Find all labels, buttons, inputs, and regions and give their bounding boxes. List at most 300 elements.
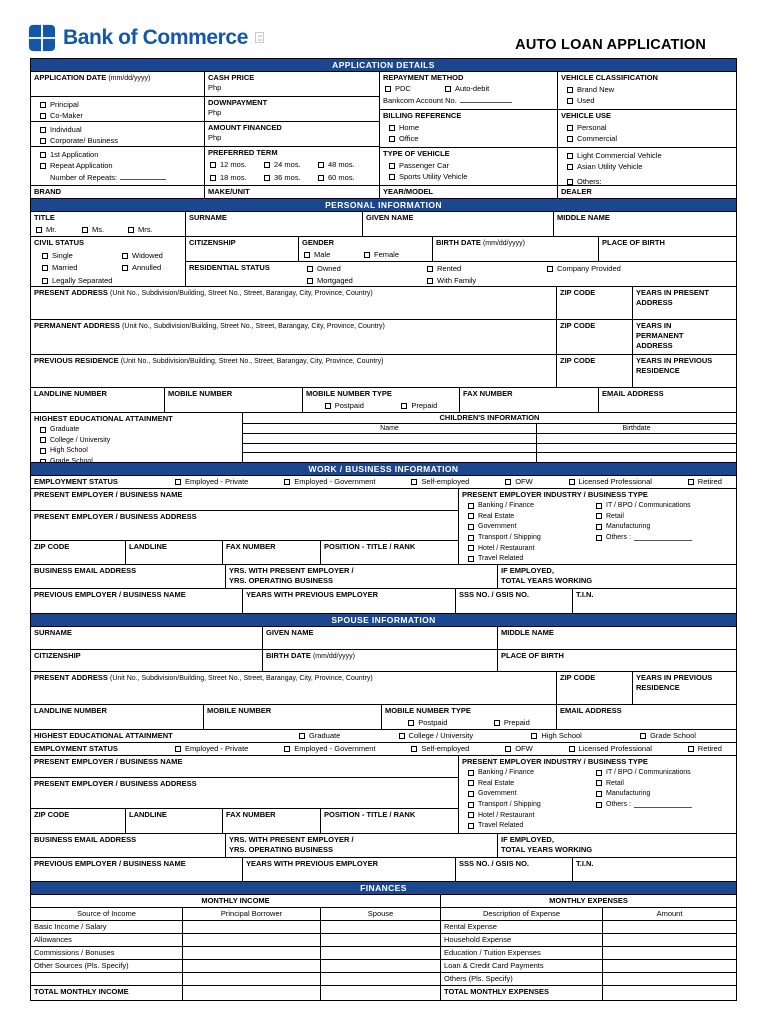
field-previous-employer[interactable]: PREVIOUS EMPLOYER / BUSINESS NAME xyxy=(31,589,243,613)
checkbox-option[interactable] xyxy=(40,100,201,110)
field-spouse-previous-employer[interactable]: PREVIOUS EMPLOYER / BUSINESS NAME xyxy=(31,858,243,881)
checkbox-icon[interactable] xyxy=(389,125,395,131)
checkbox-option[interactable] xyxy=(40,457,239,462)
field-zip-code[interactable]: ZIP CODE xyxy=(557,287,633,319)
field-email[interactable]: EMAIL ADDRESS xyxy=(602,389,664,398)
field-tin[interactable]: T.I.N. xyxy=(576,590,594,599)
finances-row xyxy=(31,973,736,986)
checkbox-option[interactable] xyxy=(596,800,733,809)
checkbox-icon[interactable] xyxy=(505,479,511,485)
checkbox-option[interactable] xyxy=(468,811,590,820)
expense-amount-cell[interactable] xyxy=(603,973,736,985)
section-header-work-business: WORK / BUSINESS INFORMATION xyxy=(31,463,736,476)
residential-status-label-cell: RESIDENTIAL STATUS xyxy=(189,262,270,272)
field-year-model[interactable]: YEAR/MODEL xyxy=(380,186,558,198)
checkbox-label: 12 mos. xyxy=(220,160,247,169)
checkbox-option[interactable] xyxy=(596,522,733,531)
expense-amount-cell[interactable] xyxy=(603,934,736,946)
personal-contact-row xyxy=(31,388,736,413)
field-spouse-industry: PRESENT EMPLOYER INDUSTRY / BUSINESS TYPE Banking / Finance Real Estate Government Transport / Shipping Hotel / Restaurant Travel Related IT / BPO / Communications Retail Manufacturing Others : xyxy=(459,756,736,833)
checkbox-option[interactable] xyxy=(399,731,474,741)
field-total-years-working[interactable]: IF EMPLOYED, TOTAL YEARS WORKING xyxy=(501,566,593,585)
checkbox-option[interactable] xyxy=(688,744,722,754)
vehicle-type-options xyxy=(383,161,554,183)
checkbox-icon[interactable] xyxy=(468,812,474,818)
checkbox-icon[interactable] xyxy=(567,136,573,142)
checkbox-option[interactable] xyxy=(40,125,201,135)
checkbox-icon[interactable] xyxy=(399,733,405,739)
checkbox-option[interactable] xyxy=(210,160,262,170)
checkbox-icon[interactable] xyxy=(468,791,474,797)
checkbox-option[interactable] xyxy=(468,522,590,531)
checkbox-icon[interactable] xyxy=(40,127,46,133)
checkbox-icon[interactable] xyxy=(175,746,181,752)
checkbox-icon[interactable] xyxy=(688,746,694,752)
checkbox-icon[interactable] xyxy=(385,86,391,92)
field-permanent-address[interactable]: PERMANENT ADDRESS (Unit No., Subdivision/Building, Street No., Street, Barangay, City, Province, Country) xyxy=(31,320,557,354)
checkbox-option[interactable] xyxy=(40,150,201,160)
checkbox-option[interactable] xyxy=(468,779,590,788)
checkbox-option[interactable] xyxy=(284,477,375,487)
checkbox-icon[interactable] xyxy=(40,459,46,462)
field-landline[interactable]: LANDLINE xyxy=(126,541,223,564)
checkbox-option[interactable] xyxy=(401,401,437,411)
field-position[interactable]: POSITION - TITLE / RANK xyxy=(324,810,416,819)
total-income-spouse-cell[interactable] xyxy=(321,986,441,1000)
checkbox-option[interactable] xyxy=(505,744,533,754)
checkbox-icon[interactable] xyxy=(567,179,573,185)
field-surname[interactable]: SURNAME xyxy=(186,212,363,236)
checkbox-icon[interactable] xyxy=(42,278,48,284)
checkbox-icon[interactable] xyxy=(389,136,395,142)
checkbox-option[interactable] xyxy=(42,276,112,286)
fill-line[interactable] xyxy=(634,801,692,808)
spouse-amount-cell[interactable] xyxy=(321,934,441,946)
checkbox-option[interactable] xyxy=(36,225,80,235)
field-business-email[interactable]: BUSINESS EMAIL ADDRESS xyxy=(31,565,226,588)
checkbox-icon[interactable] xyxy=(468,556,474,562)
field-zip-code[interactable]: ZIP CODE xyxy=(557,672,633,704)
checkbox-option[interactable] xyxy=(567,151,733,161)
field-spouse-years-employer[interactable]: YRS. WITH PRESENT EMPLOYER / YRS. OPERATING BUSINESS xyxy=(226,834,498,857)
checkbox-option[interactable] xyxy=(40,446,239,455)
finances-column-header-row xyxy=(31,908,736,921)
expense-amount-cell[interactable] xyxy=(603,960,736,972)
field-spouse-tin[interactable]: T.I.N. xyxy=(576,859,594,868)
principal-borrower-amount-cell[interactable] xyxy=(183,921,321,933)
checkbox-option[interactable] xyxy=(688,477,722,487)
checkbox-icon[interactable] xyxy=(389,163,395,169)
field-spouse-given-name[interactable]: GIVEN NAME xyxy=(263,627,498,649)
field-downpayment[interactable] xyxy=(205,97,379,122)
checkbox-icon[interactable] xyxy=(427,278,433,284)
checkbox-option[interactable] xyxy=(468,800,590,809)
checkbox-icon[interactable] xyxy=(128,227,134,233)
checkbox-icon[interactable] xyxy=(468,503,474,509)
checkbox-option[interactable] xyxy=(468,501,590,510)
checkbox-option[interactable] xyxy=(567,134,733,144)
checkbox-label: College / University xyxy=(408,731,474,740)
field-spouse-birth-date[interactable]: BIRTH DATE (mm/dd/yyyy) xyxy=(263,650,498,671)
checkbox-label: 24 mos. xyxy=(274,160,301,169)
checkbox-option[interactable] xyxy=(596,512,733,521)
checkbox-option[interactable] xyxy=(427,264,539,274)
checkbox-icon[interactable] xyxy=(318,175,324,181)
spouse-amount-cell[interactable] xyxy=(321,947,441,959)
checkbox-option[interactable] xyxy=(468,533,590,542)
fill-line[interactable] xyxy=(605,179,667,186)
checkbox-icon[interactable] xyxy=(640,733,646,739)
checkbox-option[interactable] xyxy=(569,477,652,487)
application-details-col2 xyxy=(205,72,380,185)
field-fax[interactable]: FAX NUMBER xyxy=(460,388,599,412)
checkbox-icon[interactable] xyxy=(567,87,573,93)
checkbox-option[interactable] xyxy=(304,250,362,260)
spouse-amount-cell[interactable] xyxy=(321,973,441,985)
checkbox-icon[interactable] xyxy=(569,746,575,752)
field-citizenship[interactable]: CITIZENSHIP xyxy=(186,237,299,261)
checkbox-icon[interactable] xyxy=(40,102,46,108)
checkbox-icon[interactable] xyxy=(567,98,573,104)
field-spouse-mobile-type: MOBILE NUMBER TYPE Postpaid Prepaid xyxy=(382,705,557,729)
checkbox-icon[interactable] xyxy=(389,174,395,180)
total-expenses-amount-cell[interactable] xyxy=(603,986,736,1000)
checkbox-icon[interactable] xyxy=(411,479,417,485)
checkbox-icon[interactable] xyxy=(264,162,270,168)
checkbox-option[interactable] xyxy=(325,401,364,411)
checkbox-option[interactable] xyxy=(40,161,201,171)
checkbox-option[interactable] xyxy=(175,744,248,754)
bank-of-commerce-logo xyxy=(28,24,264,52)
checkbox-icon[interactable] xyxy=(42,265,48,271)
checkbox-icon[interactable] xyxy=(175,479,181,485)
industry-options-col1 xyxy=(462,767,590,831)
checkbox-option[interactable] xyxy=(596,533,733,542)
checkbox-icon[interactable] xyxy=(505,746,511,752)
field-spouse-years-previous-employer[interactable]: YEARS WITH PREVIOUS EMPLOYER xyxy=(243,858,456,881)
field-zip-code[interactable]: ZIP CODE xyxy=(31,541,126,564)
checkbox-icon[interactable] xyxy=(42,253,48,259)
checkbox-icon[interactable] xyxy=(401,403,407,409)
checkbox-icon[interactable] xyxy=(210,175,216,181)
checkbox-option[interactable] xyxy=(318,173,370,183)
checkbox-option[interactable] xyxy=(389,161,554,171)
child-name-cell[interactable] xyxy=(243,444,537,453)
field-brand[interactable]: BRAND xyxy=(31,186,205,198)
checkbox-option[interactable] xyxy=(389,134,554,144)
checkbox-option[interactable] xyxy=(505,477,533,487)
field-spouse-years-previous[interactable]: YEARS IN PREVIOUS RESIDENCE xyxy=(636,673,713,692)
more-vehicle-options xyxy=(561,151,733,173)
checkbox-option[interactable] xyxy=(468,544,590,553)
income-label: Basic Income / Salary xyxy=(31,921,183,933)
child-name-cell[interactable] xyxy=(243,453,537,462)
field-years-previous-employer[interactable]: YEARS WITH PREVIOUS EMPLOYER xyxy=(243,589,456,613)
field-spouse-business-email[interactable]: BUSINESS EMAIL ADDRESS xyxy=(31,834,226,857)
checkbox-icon[interactable] xyxy=(567,164,573,170)
field-fax[interactable]: FAX NUMBER xyxy=(223,809,321,833)
checkbox-option[interactable] xyxy=(411,744,469,754)
checkbox-icon[interactable] xyxy=(567,125,573,131)
checkbox-icon[interactable] xyxy=(468,770,474,776)
checkbox-option[interactable] xyxy=(389,172,554,182)
checkbox-icon[interactable] xyxy=(596,513,602,519)
checkbox-icon[interactable] xyxy=(468,535,474,541)
checkbox-option[interactable] xyxy=(567,85,733,95)
spouse-amount-cell[interactable] xyxy=(321,960,441,972)
checkbox-icon[interactable] xyxy=(468,802,474,808)
checkbox-icon[interactable] xyxy=(596,535,602,541)
checkbox-option[interactable] xyxy=(82,225,126,235)
checkbox-option[interactable] xyxy=(567,162,733,172)
field-employer-name[interactable]: PRESENT EMPLOYER / BUSINESS NAME xyxy=(31,489,458,511)
checkbox-option[interactable] xyxy=(318,160,370,170)
checkbox-option[interactable] xyxy=(210,173,262,183)
checkbox-icon[interactable] xyxy=(82,227,88,233)
checkbox-option[interactable] xyxy=(389,123,554,133)
checkbox-option[interactable] xyxy=(42,251,114,261)
checkbox-option[interactable] xyxy=(122,263,161,273)
checkbox-icon[interactable] xyxy=(408,720,414,726)
checkbox-option[interactable] xyxy=(175,477,248,487)
checkbox-icon[interactable] xyxy=(569,479,575,485)
checkbox-icon[interactable] xyxy=(494,720,500,726)
application-form xyxy=(30,58,737,1001)
checkbox-icon[interactable] xyxy=(304,252,310,258)
employment-status-label-cell: EMPLOYMENT STATUS xyxy=(34,477,118,486)
checkbox-icon[interactable] xyxy=(318,162,324,168)
checkbox-option[interactable] xyxy=(567,123,733,133)
checkbox-option[interactable] xyxy=(567,96,733,106)
checkbox-option[interactable] xyxy=(569,744,652,754)
checkbox-icon[interactable] xyxy=(325,403,331,409)
checkbox-label: College / University xyxy=(50,436,111,444)
checkbox-label: Postpaid xyxy=(418,717,448,727)
field-mobile[interactable]: MOBILE NUMBER xyxy=(165,388,303,412)
field-spouse-middle-name[interactable]: MIDDLE NAME xyxy=(501,628,554,637)
checkbox-icon[interactable] xyxy=(284,479,290,485)
checkbox-icon[interactable] xyxy=(307,278,313,284)
child-name-cell[interactable] xyxy=(243,434,537,443)
checkbox-icon[interactable] xyxy=(40,163,46,169)
checkbox-icon[interactable] xyxy=(468,545,474,551)
checkbox-option[interactable] xyxy=(494,718,530,728)
application-details-grid xyxy=(31,72,736,186)
checkbox-icon[interactable] xyxy=(40,152,46,158)
field-landline[interactable]: LANDLINE NUMBER xyxy=(31,388,165,412)
field-landline[interactable]: LANDLINE xyxy=(126,809,223,833)
checkbox-option[interactable] xyxy=(427,276,476,286)
field-spouse-sss-gsis[interactable]: SSS NO. / GSIS NO. xyxy=(456,858,573,881)
checkbox-option[interactable] xyxy=(385,84,443,94)
checkbox-option[interactable] xyxy=(40,136,201,146)
child-birthdate-cell[interactable] xyxy=(537,434,736,443)
checkbox-option[interactable] xyxy=(128,225,172,235)
field-years-employer[interactable]: YRS. WITH PRESENT EMPLOYER / YRS. OPERATING BUSINESS xyxy=(226,565,498,588)
residential-options-row2 xyxy=(299,276,733,286)
checkbox-option[interactable] xyxy=(596,501,733,510)
field-zip-code[interactable]: ZIP CODE xyxy=(31,809,126,833)
checkbox-icon[interactable] xyxy=(40,437,46,443)
field-billing-reference xyxy=(380,110,557,148)
field-employer-address[interactable]: PRESENT EMPLOYER / BUSINESS ADDRESS xyxy=(31,511,458,541)
checkbox-option[interactable] xyxy=(596,768,733,777)
field-spouse-place-of-birth[interactable]: PLACE OF BIRTH xyxy=(501,651,564,660)
field-spouse-landline[interactable]: LANDLINE NUMBER xyxy=(31,705,204,729)
checkbox-option[interactable] xyxy=(264,173,316,183)
checkbox-option[interactable] xyxy=(596,779,733,788)
checkbox-icon[interactable] xyxy=(264,175,270,181)
checkbox-option[interactable] xyxy=(445,84,503,94)
checkbox-label: Employed - Private xyxy=(185,744,249,753)
checkbox-icon[interactable] xyxy=(688,479,694,485)
principal-borrower-amount-cell[interactable] xyxy=(183,960,321,972)
checkbox-icon[interactable] xyxy=(596,802,602,808)
field-spouse-mobile[interactable]: MOBILE NUMBER xyxy=(204,705,382,729)
checkbox-label: Annulled xyxy=(132,263,162,272)
checkbox-option[interactable] xyxy=(640,731,696,741)
checkbox-option[interactable] xyxy=(567,177,667,185)
children-birthdate-column: Birthdate xyxy=(622,425,651,432)
field-spouse-surname[interactable]: SURNAME xyxy=(31,627,263,649)
checkbox-icon[interactable] xyxy=(468,524,474,530)
work-employer-left xyxy=(31,489,459,564)
field-amount-financed[interactable] xyxy=(205,122,379,147)
checkbox-icon[interactable] xyxy=(36,227,42,233)
checkbox-icon[interactable] xyxy=(468,513,474,519)
amount-column: Amount xyxy=(656,909,683,918)
checkbox-option[interactable] xyxy=(468,821,590,830)
checkbox-icon[interactable] xyxy=(307,266,313,272)
checkbox-icon[interactable] xyxy=(567,153,573,159)
spouse-amount-cell[interactable] xyxy=(321,921,441,933)
checkbox-icon[interactable] xyxy=(40,113,46,119)
checkbox-label: Used xyxy=(577,96,595,105)
checkbox-icon[interactable] xyxy=(445,86,451,92)
child-birthdate-cell[interactable] xyxy=(537,444,736,453)
checkbox-icon[interactable] xyxy=(596,770,602,776)
checkbox-option[interactable] xyxy=(411,477,469,487)
checkbox-icon[interactable] xyxy=(596,503,602,509)
field-dealer[interactable]: DEALER xyxy=(561,187,592,196)
checkbox-option[interactable] xyxy=(468,554,590,563)
fill-line[interactable] xyxy=(120,173,166,180)
field-zip-code[interactable]: ZIP CODE xyxy=(557,320,633,354)
checkbox-icon[interactable] xyxy=(40,448,46,454)
checkbox-option[interactable] xyxy=(364,250,422,260)
section-header-application-details: APPLICATION DETAILS xyxy=(31,59,736,72)
field-given-name[interactable]: GIVEN NAME xyxy=(363,212,554,236)
field-zip-code[interactable]: ZIP CODE xyxy=(557,355,633,387)
checkbox-option[interactable] xyxy=(40,111,201,121)
field-years-permanent-address[interactable]: YEARS IN PERMANENT ADDRESS xyxy=(636,321,684,350)
checkbox-option[interactable] xyxy=(531,731,581,741)
checkbox-option[interactable] xyxy=(547,264,621,274)
checkbox-icon[interactable] xyxy=(411,746,417,752)
checkbox-label: 18 mos. xyxy=(220,172,247,182)
field-spouse-total-years-working[interactable]: IF EMPLOYED, TOTAL YEARS WORKING xyxy=(501,835,593,854)
checkbox-option[interactable] xyxy=(264,160,316,170)
checkbox-icon[interactable] xyxy=(364,252,370,258)
field-years-previous-residence[interactable]: YEARS IN PREVIOUS RESIDENCE xyxy=(636,356,713,375)
checkbox-option[interactable] xyxy=(468,512,590,521)
field-application-date[interactable] xyxy=(31,72,204,97)
principal-borrower-amount-cell[interactable] xyxy=(183,947,321,959)
checkbox-icon[interactable] xyxy=(40,138,46,144)
field-previous-residence[interactable]: PREVIOUS RESIDENCE (Unit No., Subdivision/Building, Street No., Street, Barangay, City, Province, Country) xyxy=(31,355,557,387)
field-spouse-citizenship[interactable]: CITIZENSHIP xyxy=(31,650,263,671)
checkbox-option[interactable] xyxy=(468,768,590,777)
checkbox-icon[interactable] xyxy=(531,733,537,739)
checkbox-option[interactable] xyxy=(408,718,447,728)
checkbox-option[interactable] xyxy=(468,789,590,798)
field-civil-status: CIVIL STATUS Single Widowed Married Annulled Legally Separated xyxy=(31,237,186,286)
field-birth-date[interactable]: BIRTH DATE (mm/dd/yyyy) xyxy=(433,237,599,261)
checkbox-option[interactable] xyxy=(42,263,114,273)
industry-options-col2 xyxy=(590,767,733,831)
checkbox-icon[interactable] xyxy=(468,780,474,786)
checkbox-icon[interactable] xyxy=(468,823,474,829)
checkbox-icon[interactable] xyxy=(210,162,216,168)
checkbox-icon[interactable] xyxy=(40,427,46,433)
field-position[interactable]: POSITION - TITLE / RANK xyxy=(324,542,416,551)
total-income-amount-cell[interactable] xyxy=(183,986,321,1000)
spouse-education-label-cell: HIGHEST EDUCATIONAL ATTAINMENT xyxy=(34,731,173,740)
field-years-present-address[interactable]: YEARS IN PRESENT ADDRESS xyxy=(636,288,709,307)
expense-amount-cell[interactable] xyxy=(603,947,736,959)
checkbox-option[interactable] xyxy=(299,731,340,741)
checkbox-option[interactable] xyxy=(122,251,163,261)
principal-borrower-amount-cell[interactable] xyxy=(183,973,321,985)
checkbox-icon[interactable] xyxy=(596,524,602,530)
field-cash-price[interactable] xyxy=(205,72,379,97)
checkbox-option[interactable] xyxy=(307,264,419,274)
fill-line[interactable] xyxy=(634,534,692,541)
checkbox-icon[interactable] xyxy=(427,266,433,272)
field-spouse-employer-name[interactable]: PRESENT EMPLOYER / BUSINESS NAME xyxy=(31,756,458,778)
checkbox-icon[interactable] xyxy=(284,746,290,752)
checkbox-option[interactable] xyxy=(40,436,239,445)
checkbox-option[interactable] xyxy=(284,744,375,754)
child-birthdate-cell[interactable] xyxy=(537,453,736,462)
checkbox-icon[interactable] xyxy=(122,253,128,259)
field-spouse-present-address[interactable]: PRESENT ADDRESS (Unit No., Subdivision/Building, Street No., Street, Barangay, City, Province, Country) xyxy=(31,672,557,704)
checkbox-label: Corporate/ Business xyxy=(50,136,118,145)
field-place-of-birth[interactable]: PLACE OF BIRTH xyxy=(602,238,665,247)
others-label: Others : xyxy=(606,533,631,541)
checkbox-option[interactable] xyxy=(596,789,733,798)
checkbox-icon[interactable] xyxy=(596,780,602,786)
application-details-col1 xyxy=(31,72,205,185)
field-sss-gsis[interactable]: SSS NO. / GSIS NO. xyxy=(456,589,573,613)
checkbox-icon[interactable] xyxy=(596,791,602,797)
field-make-unit[interactable]: MAKE/UNIT xyxy=(205,186,380,198)
checkbox-icon[interactable] xyxy=(122,265,128,271)
field-fax[interactable]: FAX NUMBER xyxy=(223,541,321,564)
checkbox-option[interactable] xyxy=(40,425,239,434)
checkbox-icon[interactable] xyxy=(299,733,305,739)
industry-columns xyxy=(462,500,733,564)
checkbox-option[interactable] xyxy=(307,276,419,286)
checkbox-icon[interactable] xyxy=(547,266,553,272)
field-spouse-employer-address[interactable]: PRESENT EMPLOYER / BUSINESS ADDRESS xyxy=(31,778,458,809)
field-middle-name[interactable]: MIDDLE NAME xyxy=(557,213,610,222)
fill-line[interactable] xyxy=(460,96,512,103)
field-spouse-email[interactable]: EMAIL ADDRESS xyxy=(560,706,622,715)
expense-amount-cell[interactable] xyxy=(603,921,736,933)
field-present-address[interactable]: PRESENT ADDRESS (Unit No., Subdivision/Building, Street No., Street, Barangay, City, Province, Country) xyxy=(31,287,557,319)
principal-borrower-amount-cell[interactable] xyxy=(183,934,321,946)
